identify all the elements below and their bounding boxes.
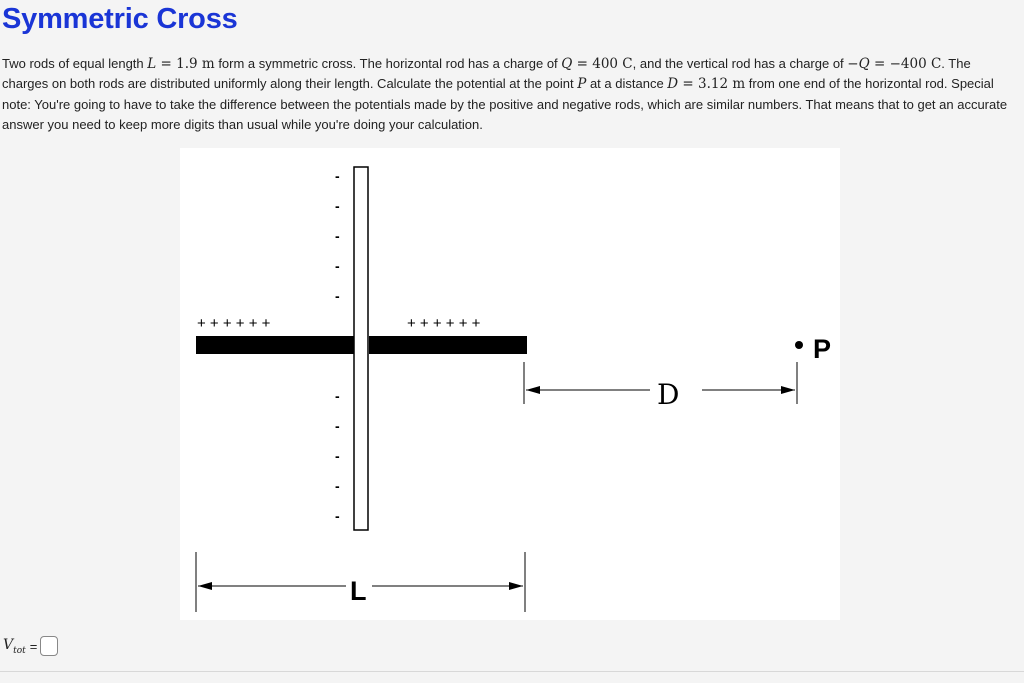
cross-diagram [180, 148, 840, 620]
minus-sign: - [335, 258, 340, 274]
horizontal-rod-left [196, 336, 355, 354]
math-charge: Q = 400 C [561, 56, 633, 72]
math-neg-charge: −Q = −400 C [847, 56, 942, 72]
math-point: P [577, 76, 587, 93]
d-arrow-left-icon [526, 386, 540, 394]
math-distance: D = 3.12 m [667, 76, 746, 93]
minus-sign: - [335, 228, 340, 244]
label-d: D [657, 378, 680, 411]
answer-variable: $V_{tot}$ [3, 636, 26, 656]
problem-text: at a distance [586, 76, 668, 92]
minus-sign: - [335, 168, 340, 184]
problem-text: Two rods of equal length [2, 56, 148, 71]
minus-sign: - [335, 478, 340, 494]
math-length: L = 1.9 m [147, 56, 215, 72]
minus-sign: - [335, 288, 340, 304]
problem-text: . The charges on both rods are distributed uniformly along their length. Calculate the potential at the point [2, 56, 971, 92]
vertical-rod [354, 167, 368, 530]
minus-sign: - [335, 418, 340, 434]
horizontal-rod-right [369, 336, 527, 354]
point-p-dot [795, 341, 803, 349]
page-title: Symmetric Cross [2, 3, 238, 35]
plus-charges-left: + + + + + + [197, 315, 271, 332]
problem-text: from one end of the horizontal rod. [745, 76, 948, 92]
special-note: Special note: You're going to have to take the difference between the potentials made by the positive and negative rods, which are similar numbers. That means that to get an accurate answer you need to keep more digits than usual while you're doing your calculation. [2, 76, 1008, 132]
plus-charges-right: + + + + + + [407, 315, 481, 332]
problem-text: , and the vertical rod has a charge of [632, 56, 848, 71]
problem-text: form a symmetric cross. The horizontal rod has a charge of [214, 56, 562, 71]
answer-row [3, 636, 58, 656]
label-p: P [813, 334, 832, 364]
minus-sign: - [335, 508, 340, 524]
l-arrow-right-icon [509, 582, 523, 590]
answer-input[interactable] [40, 636, 58, 656]
minus-sign: - [335, 198, 340, 214]
problem-statement [2, 54, 1018, 135]
answer-equals: = [29, 638, 38, 654]
d-arrow-right-icon [781, 386, 795, 394]
divider [0, 671, 1024, 672]
minus-sign: - [335, 448, 340, 464]
label-l: L [350, 576, 367, 606]
minus-sign: - [335, 388, 340, 404]
l-arrow-left-icon [198, 582, 212, 590]
